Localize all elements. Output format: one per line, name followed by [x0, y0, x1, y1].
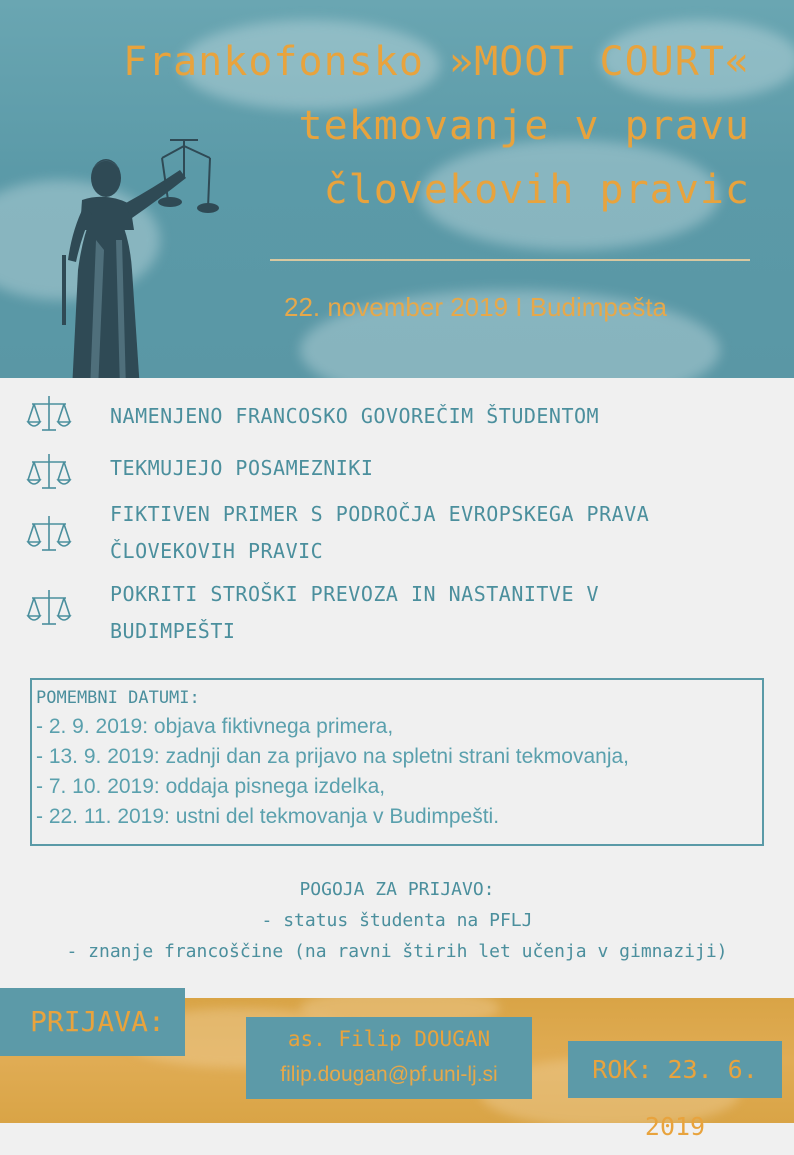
- deadline-badge: ROK: 23. 6. 2019: [568, 1041, 782, 1098]
- important-dates-box: [30, 678, 764, 846]
- date-item: - 13. 9. 2019: zadnji dan za prijavo na spletni strani tekmovanja,: [36, 745, 630, 768]
- event-date-location: 22. november 2019 I Budimpešta: [284, 292, 668, 322]
- date-item: - 22. 11. 2019: ustni del tekmovanja v Budimpešti.: [36, 805, 500, 828]
- contact-name: as. Filip DOUGAN: [287, 1027, 491, 1051]
- scales-icon: [26, 394, 72, 434]
- list-item-line: BUDIMPEŠTI: [110, 619, 236, 643]
- hero-banner: [0, 0, 794, 378]
- title-divider: [270, 259, 750, 261]
- contact-email-link[interactable]: filip.dougan@pf.uni-lj.si: [280, 1063, 498, 1086]
- dates-heading: POMEMBNI DATUMI:: [36, 688, 200, 708]
- list-item-text: [110, 576, 599, 650]
- list-item-line: FIKTIVEN PRIMER S PODROČJA EVROPSKEGA PRAVA: [110, 502, 650, 526]
- scales-icon: [26, 588, 72, 628]
- title-line: Frankofonsko »MOOT COURT«: [122, 39, 750, 85]
- application-conditions: [0, 874, 794, 967]
- list-item-line: TEKMUJEJO POSAMEZNIKI: [110, 456, 374, 480]
- conditions-heading: POGOJA ZA PRIJAVO:: [299, 879, 495, 900]
- list-item-line: POKRITI STROŠKI PREVOZA IN NASTANITVE V: [110, 582, 600, 606]
- condition-item: - status študenta na PFLJ: [261, 910, 533, 931]
- list-item-text: [110, 398, 599, 435]
- event-title: [110, 30, 750, 222]
- condition-item: - znanje francoščine (na ravni štirih let učenja v gimnaziji): [66, 941, 728, 962]
- date-item: - 7. 10. 2019: oddaja pisnega izdelka,: [36, 775, 386, 798]
- contact-box: [246, 1017, 532, 1099]
- scales-icon: [26, 514, 72, 554]
- registration-label: PRIJAVA:: [0, 988, 185, 1056]
- list-item-line: NAMENJENO FRANCOSKO GOVOREČIM ŠTUDENTOM: [110, 404, 600, 428]
- title-line: človekovih pravic: [323, 167, 750, 213]
- title-line: tekmovanje v pravu: [298, 103, 750, 149]
- date-item: - 2. 9. 2019: objava fiktivnega primera,: [36, 715, 394, 738]
- scales-icon: [26, 452, 72, 492]
- list-item-text: [110, 450, 373, 487]
- list-item-line: ČLOVEKOVIH PRAVIC: [110, 539, 324, 563]
- list-item-text: [110, 496, 649, 570]
